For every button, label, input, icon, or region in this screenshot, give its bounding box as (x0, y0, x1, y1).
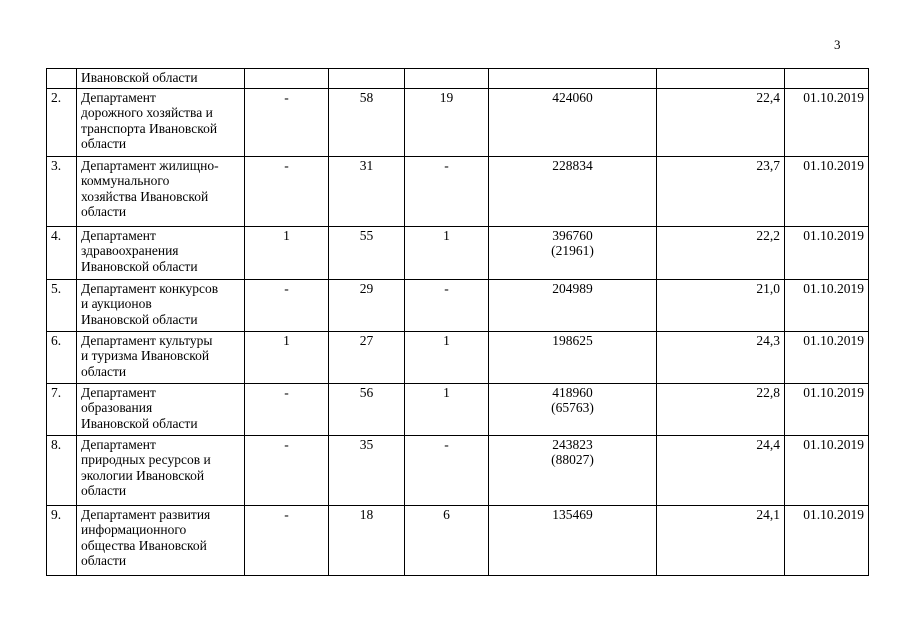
value-cell-col7: 22,4 (657, 88, 785, 156)
department-name-line: и туризма Ивановской (81, 348, 210, 363)
department-name-line: дорожного хозяйства и (81, 105, 213, 120)
value-cell-col6 (489, 88, 657, 156)
table-row (47, 435, 869, 505)
value-line: (21961) (551, 243, 594, 258)
department-name-line: и аукционов (81, 296, 152, 311)
department-name-line: Департамент жилищно- (81, 157, 219, 173)
table-row (47, 88, 869, 156)
department-name-line: Департамент культуры (81, 332, 213, 348)
table-row (47, 383, 869, 435)
value-line: 418960 (552, 384, 593, 400)
department-name-cell (77, 226, 245, 279)
department-name-line: Ивановской области (81, 258, 198, 274)
date-cell (785, 69, 869, 89)
value-cell-col5: - (405, 435, 489, 505)
value-cell-col5 (405, 69, 489, 89)
department-name-line: информационного (81, 522, 187, 537)
table-row (47, 69, 869, 89)
date-cell: 01.10.2019 (785, 331, 869, 383)
value-cell-col4: 29 (329, 279, 405, 331)
department-name-line: Департамент (81, 384, 156, 400)
department-name-line: транспорта Ивановской (81, 120, 218, 136)
value-cell-col6 (489, 383, 657, 435)
department-name-line: природных ресурсов и (81, 452, 211, 467)
value-cell-col3: - (245, 156, 329, 226)
value-cell-col6 (489, 331, 657, 383)
table-row (47, 226, 869, 279)
department-name-line: общества Ивановской (81, 537, 207, 553)
department-name-cell (77, 88, 245, 156)
departments-table (46, 68, 869, 576)
date-cell: 01.10.2019 (785, 505, 869, 575)
value-cell-col4: 58 (329, 88, 405, 156)
table-row (47, 156, 869, 226)
value-cell-col4: 27 (329, 331, 405, 383)
value-cell-col7: 24,1 (657, 505, 785, 575)
value-cell-col5: 1 (405, 383, 489, 435)
value-line: (65763) (551, 400, 594, 415)
value-cell-col5: 19 (405, 88, 489, 156)
value-cell-col5: 1 (405, 331, 489, 383)
department-name-line: Ивановской области (81, 70, 198, 85)
value-line: 228834 (552, 157, 593, 173)
value-cell-col3: 1 (245, 331, 329, 383)
table-row (47, 279, 869, 331)
department-name-line: Департамент (81, 89, 156, 105)
value-cell-col7: 24,3 (657, 331, 785, 383)
value-cell-col3: - (245, 435, 329, 505)
row-number-cell: 7. (47, 383, 77, 435)
value-cell-col5: 1 (405, 226, 489, 279)
row-number-cell: 6. (47, 331, 77, 383)
department-name-line: области (81, 483, 127, 498)
value-cell-col4: 56 (329, 383, 405, 435)
department-name-line: Ивановской области (81, 311, 198, 327)
department-name-line: области (81, 363, 127, 379)
value-cell-col6 (489, 505, 657, 575)
value-cell-col6 (489, 69, 657, 89)
value-cell-col4: 55 (329, 226, 405, 279)
table-body (47, 69, 869, 576)
date-cell: 01.10.2019 (785, 279, 869, 331)
date-cell: 01.10.2019 (785, 435, 869, 505)
department-name-cell (77, 279, 245, 331)
department-name-line: здравоохранения (81, 243, 179, 258)
value-cell-col5: - (405, 156, 489, 226)
department-name-line: коммунального (81, 173, 170, 188)
department-name-line: Департамент (81, 227, 156, 243)
value-cell-col4 (329, 69, 405, 89)
value-cell-col3: - (245, 88, 329, 156)
department-name-line: экологии Ивановской (81, 467, 205, 483)
table-row (47, 505, 869, 575)
value-cell-col7: 22,2 (657, 226, 785, 279)
department-name-line: Департамент развития (81, 506, 211, 522)
row-number-cell (47, 69, 77, 89)
value-cell-col3: - (245, 279, 329, 331)
value-line: 396760 (552, 227, 593, 243)
value-cell-col7: 22,8 (657, 383, 785, 435)
value-cell-col5: - (405, 279, 489, 331)
department-name-cell (77, 383, 245, 435)
department-name-line: Департамент (81, 436, 156, 452)
department-name-cell (77, 69, 245, 89)
department-name-line: образования (81, 400, 153, 415)
department-name-cell (77, 505, 245, 575)
row-number-cell: 5. (47, 279, 77, 331)
date-cell: 01.10.2019 (785, 383, 869, 435)
value-cell-col6 (489, 435, 657, 505)
value-line: 198625 (552, 332, 593, 348)
value-cell-col3: 1 (245, 226, 329, 279)
value-cell-col4: 31 (329, 156, 405, 226)
value-cell-col3: - (245, 505, 329, 575)
row-number-cell: 8. (47, 435, 77, 505)
department-name-line: области (81, 204, 127, 219)
row-number-cell: 3. (47, 156, 77, 226)
value-line: 424060 (552, 89, 593, 105)
department-name-line: области (81, 553, 127, 568)
value-cell-col7: 23,7 (657, 156, 785, 226)
value-cell-col3 (245, 69, 329, 89)
value-line: 243823 (552, 436, 593, 452)
row-number-cell: 2. (47, 88, 77, 156)
value-cell-col7: 24,4 (657, 435, 785, 505)
date-cell: 01.10.2019 (785, 88, 869, 156)
value-cell-col6 (489, 226, 657, 279)
value-cell-col7 (657, 69, 785, 89)
date-cell: 01.10.2019 (785, 156, 869, 226)
value-line: 204989 (552, 280, 593, 296)
department-name-cell (77, 435, 245, 505)
row-number-cell: 9. (47, 505, 77, 575)
value-line: (88027) (551, 452, 594, 467)
value-line: 135469 (552, 506, 593, 522)
department-name-cell (77, 156, 245, 226)
value-cell-col4: 35 (329, 435, 405, 505)
department-name-line: Департамент конкурсов (81, 280, 219, 296)
department-name-line: хозяйства Ивановской (81, 188, 209, 204)
value-cell-col6 (489, 156, 657, 226)
value-cell-col4: 18 (329, 505, 405, 575)
value-cell-col5: 6 (405, 505, 489, 575)
row-number-cell: 4. (47, 226, 77, 279)
department-name-cell (77, 331, 245, 383)
value-cell-col7: 21,0 (657, 279, 785, 331)
table-row (47, 331, 869, 383)
value-cell-col6 (489, 279, 657, 331)
department-name-line: Ивановской области (81, 415, 198, 431)
page-number: 3 (834, 37, 841, 52)
department-name-line: области (81, 136, 127, 151)
value-cell-col3: - (245, 383, 329, 435)
date-cell: 01.10.2019 (785, 226, 869, 279)
